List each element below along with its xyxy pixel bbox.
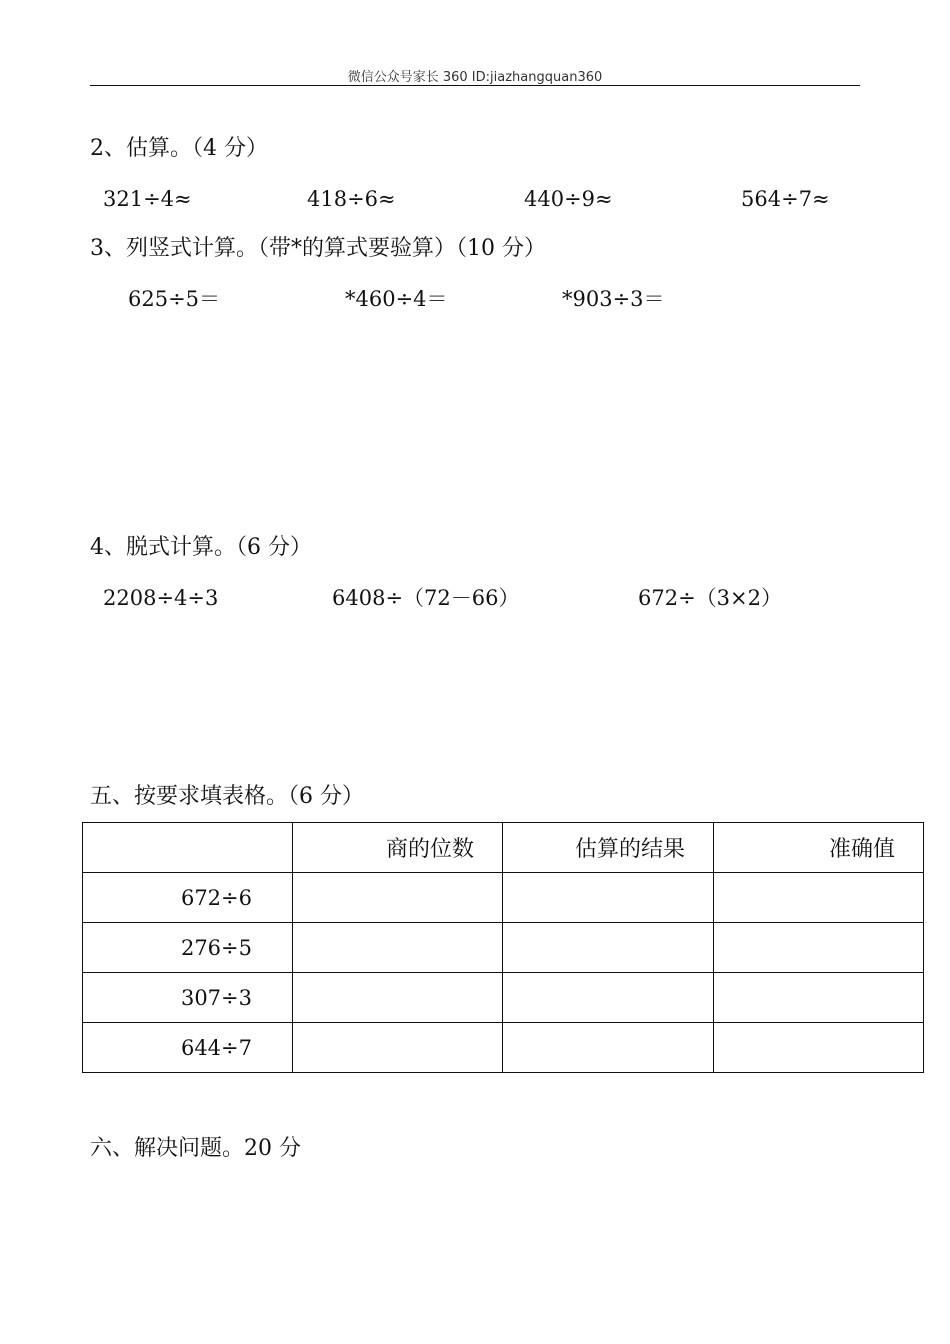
table-header-cell [83, 823, 293, 873]
answer-cell[interactable] [503, 873, 714, 923]
estimate-item: 440÷9≈ [524, 187, 613, 211]
answer-cell[interactable] [293, 873, 503, 923]
vertical-calc-item: *460÷4＝ [345, 287, 448, 311]
answer-cell[interactable] [714, 973, 924, 1023]
estimate-item: 564÷7≈ [741, 187, 830, 211]
table-row-label: 672÷6 [83, 873, 293, 923]
answer-cell[interactable] [503, 973, 714, 1023]
estimate-item: 321÷4≈ [103, 187, 192, 211]
answer-cell[interactable] [503, 1023, 714, 1073]
table-row-label: 307÷3 [83, 973, 293, 1023]
table-row-label: 644÷7 [83, 1023, 293, 1073]
table-header-cell: 商的位数 [293, 823, 503, 873]
stepwise-calc-item: 6408÷（72－66） [332, 586, 520, 610]
table-row-label: 276÷5 [83, 923, 293, 973]
fill-in-table [82, 822, 924, 1073]
stepwise-calc-item: 2208÷4÷3 [103, 586, 219, 610]
stepwise-calc-item: 672÷（3×2） [638, 586, 782, 610]
estimate-item: 418÷6≈ [307, 187, 396, 211]
section-6-title: 六、解决问题。20 分 [90, 1136, 301, 1161]
answer-cell[interactable] [293, 1023, 503, 1073]
header-text: 微信公众号家长 360 ID:jiazhangquan360 [347, 70, 603, 85]
table-header-cell: 估算的结果 [503, 823, 714, 873]
vertical-calc-item: *903÷3＝ [562, 287, 665, 311]
answer-cell[interactable] [714, 923, 924, 973]
section-4-title: 4、脱式计算。（6 分） [90, 535, 312, 560]
answer-cell[interactable] [293, 923, 503, 973]
table-header-cell: 准确值 [714, 823, 924, 873]
vertical-calc-item: 625÷5＝ [128, 287, 221, 311]
answer-cell[interactable] [714, 1023, 924, 1073]
table-row [83, 1023, 924, 1073]
section-3-title: 3、列竖式计算。（带*的算式要验算）（10 分） [90, 236, 546, 261]
table-row [83, 923, 924, 973]
header-divider [90, 85, 860, 86]
table-row [83, 973, 924, 1023]
section-2-title: 2、估算。（4 分） [90, 136, 268, 161]
table-header-row [83, 823, 924, 873]
answer-cell[interactable] [714, 873, 924, 923]
table-row [83, 873, 924, 923]
section-5-title: 五、按要求填表格。（6 分） [90, 784, 364, 809]
answer-cell[interactable] [503, 923, 714, 973]
answer-cell[interactable] [293, 973, 503, 1023]
